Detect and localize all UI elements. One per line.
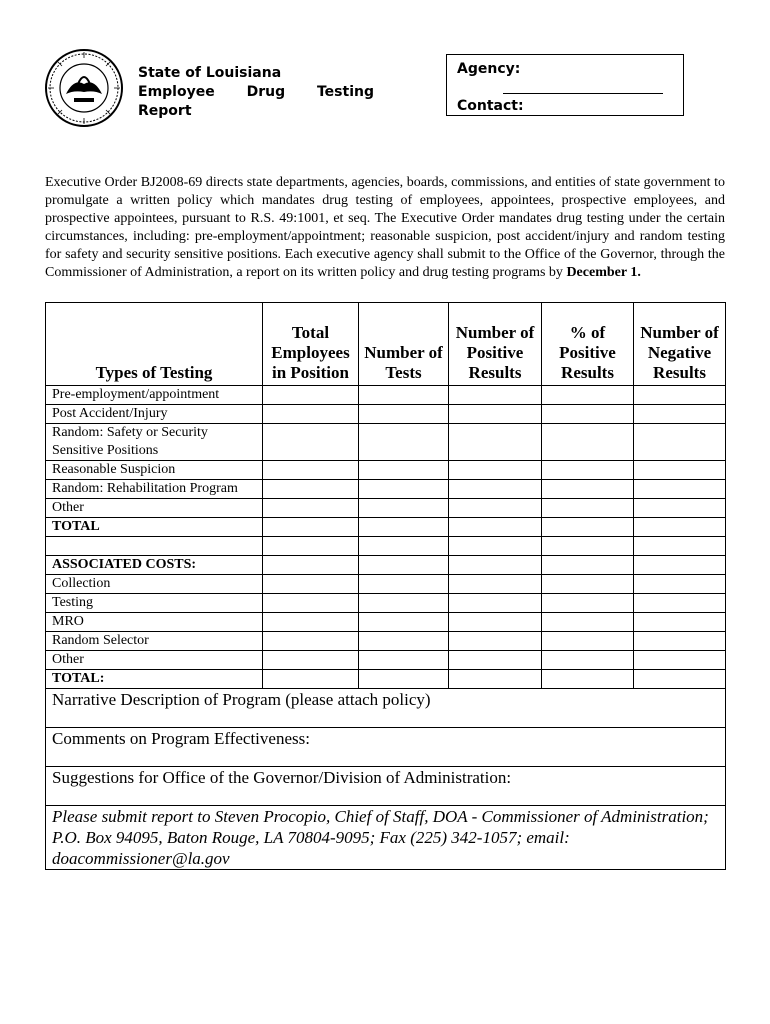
input-cell[interactable] bbox=[263, 556, 359, 575]
row-label: Reasonable Suspicion bbox=[46, 461, 263, 480]
input-cell[interactable] bbox=[449, 556, 542, 575]
table-row bbox=[46, 575, 726, 594]
input-cell[interactable] bbox=[359, 651, 449, 670]
row-label: Random: Rehabilitation Program bbox=[46, 480, 263, 499]
input-cell[interactable] bbox=[449, 613, 542, 632]
agency-contact-box bbox=[446, 54, 684, 116]
input-cell[interactable] bbox=[359, 537, 449, 556]
input-cell[interactable] bbox=[542, 424, 634, 461]
title-line-1: State of Louisiana bbox=[138, 65, 282, 81]
input-cell[interactable] bbox=[542, 386, 634, 405]
intro-paragraph bbox=[45, 174, 725, 282]
input-cell[interactable] bbox=[542, 537, 634, 556]
submit-note-text: Please submit report to Steven Procopio, Chief of Staff, DOA - Commissioner of Administration; P.O. Box 94095, Baton Rouge, LA 70804-9095; Fax (225) 342-1057; email: doacommissioner@la.gov bbox=[52, 807, 709, 868]
input-cell[interactable] bbox=[263, 480, 359, 499]
input-cell[interactable] bbox=[263, 424, 359, 461]
suggestions-field[interactable] bbox=[46, 767, 726, 806]
comments-field[interactable] bbox=[46, 728, 726, 767]
table-row bbox=[46, 499, 726, 518]
input-cell[interactable] bbox=[542, 594, 634, 613]
input-cell[interactable] bbox=[263, 405, 359, 424]
row-label: Collection bbox=[46, 575, 263, 594]
spacer-row bbox=[46, 537, 726, 556]
input-cell[interactable] bbox=[263, 386, 359, 405]
row-label: Random: Safety or Security Sensitive Positions bbox=[46, 424, 263, 461]
input-cell[interactable] bbox=[263, 518, 359, 537]
input-cell[interactable] bbox=[634, 632, 726, 651]
input-cell[interactable] bbox=[449, 386, 542, 405]
contact-label: Contact: bbox=[457, 98, 524, 114]
input-cell[interactable] bbox=[542, 405, 634, 424]
input-cell[interactable] bbox=[634, 424, 726, 461]
column-header: Types of Testing bbox=[46, 303, 263, 386]
input-cell[interactable] bbox=[359, 424, 449, 461]
input-cell[interactable] bbox=[542, 613, 634, 632]
input-cell[interactable] bbox=[359, 670, 449, 689]
input-cell[interactable] bbox=[542, 556, 634, 575]
input-cell[interactable] bbox=[542, 670, 634, 689]
input-cell[interactable] bbox=[634, 405, 726, 424]
input-cell[interactable] bbox=[634, 518, 726, 537]
input-cell[interactable] bbox=[263, 613, 359, 632]
title-line-2 bbox=[138, 83, 374, 102]
input-cell[interactable] bbox=[449, 594, 542, 613]
input-cell[interactable] bbox=[263, 461, 359, 480]
table-header-row bbox=[46, 303, 726, 386]
input-cell[interactable] bbox=[542, 480, 634, 499]
input-cell[interactable] bbox=[634, 461, 726, 480]
input-cell[interactable] bbox=[359, 480, 449, 499]
input-cell[interactable] bbox=[449, 651, 542, 670]
input-cell[interactable] bbox=[634, 651, 726, 670]
input-cell[interactable] bbox=[634, 575, 726, 594]
submit-note bbox=[46, 806, 726, 870]
costs-total-label: TOTAL: bbox=[46, 670, 263, 689]
input-cell[interactable] bbox=[359, 405, 449, 424]
input-cell[interactable] bbox=[359, 518, 449, 537]
input-cell[interactable] bbox=[359, 461, 449, 480]
input-cell[interactable] bbox=[634, 594, 726, 613]
input-cell[interactable] bbox=[263, 575, 359, 594]
input-cell[interactable] bbox=[449, 480, 542, 499]
column-header: Number of Tests bbox=[359, 303, 449, 386]
row-label: Other bbox=[46, 499, 263, 518]
table-row bbox=[46, 651, 726, 670]
column-header: Number of Positive Results bbox=[449, 303, 542, 386]
input-cell[interactable] bbox=[449, 670, 542, 689]
title-word: Testing bbox=[316, 84, 374, 100]
title-line-3: Report bbox=[138, 103, 192, 119]
submit-note-row bbox=[46, 806, 726, 870]
input-cell[interactable] bbox=[359, 575, 449, 594]
input-cell[interactable] bbox=[634, 480, 726, 499]
row-label: Random Selector bbox=[46, 632, 263, 651]
table-row bbox=[46, 613, 726, 632]
input-cell[interactable] bbox=[359, 613, 449, 632]
input-cell[interactable] bbox=[542, 461, 634, 480]
input-cell[interactable] bbox=[449, 518, 542, 537]
deadline-text: December 1. bbox=[566, 265, 641, 280]
input-cell[interactable] bbox=[449, 461, 542, 480]
input-cell[interactable] bbox=[263, 537, 359, 556]
input-cell[interactable] bbox=[263, 670, 359, 689]
row-label: Other bbox=[46, 651, 263, 670]
input-cell[interactable] bbox=[359, 632, 449, 651]
input-cell[interactable] bbox=[634, 499, 726, 518]
input-cell[interactable] bbox=[263, 499, 359, 518]
row-label: Pre-employment/appointment bbox=[46, 386, 263, 405]
column-header: % of Positive Results bbox=[542, 303, 634, 386]
agency-field[interactable] bbox=[503, 93, 663, 94]
input-cell[interactable] bbox=[634, 386, 726, 405]
drug-testing-table bbox=[45, 302, 726, 870]
row-label: Testing bbox=[46, 594, 263, 613]
column-header: Total Employees in Position bbox=[263, 303, 359, 386]
title-word: Employee bbox=[138, 84, 215, 100]
input-cell[interactable] bbox=[542, 651, 634, 670]
row-label: MRO bbox=[46, 613, 263, 632]
input-cell[interactable] bbox=[542, 575, 634, 594]
input-cell[interactable] bbox=[449, 499, 542, 518]
costs-label: ASSOCIATED COSTS: bbox=[46, 556, 263, 575]
input-cell[interactable] bbox=[634, 613, 726, 632]
input-cell[interactable] bbox=[359, 386, 449, 405]
suggestions-row bbox=[46, 767, 726, 806]
input-cell[interactable] bbox=[634, 537, 726, 556]
input-cell[interactable] bbox=[359, 499, 449, 518]
row-label: Post Accident/Injury bbox=[46, 405, 263, 424]
input-cell[interactable] bbox=[359, 556, 449, 575]
table-row bbox=[46, 424, 726, 461]
table-row bbox=[46, 594, 726, 613]
narrative-field[interactable] bbox=[46, 689, 726, 728]
input-cell[interactable] bbox=[542, 632, 634, 651]
title-word: Drug bbox=[246, 84, 286, 100]
column-header: Number of Negative Results bbox=[634, 303, 726, 386]
table-row bbox=[46, 461, 726, 480]
narrative-label: Narrative Description of Program (please attach policy) bbox=[52, 690, 431, 709]
blank-cell bbox=[46, 537, 263, 556]
state-seal-logo bbox=[44, 48, 124, 128]
input-cell[interactable] bbox=[263, 651, 359, 670]
input-cell[interactable] bbox=[449, 537, 542, 556]
input-cell[interactable] bbox=[263, 632, 359, 651]
intro-text: Executive Order BJ2008-69 directs state departments, agencies, boards, commissions, and entities of state government to promulgate a written policy which mandates drug testing of employees, appointees, prospective employees, and prospective appointees, pursuant to R.S. 49:1001, et seq. The Executive Order mandates drug testing under the certain circumstances, including: pre-employment/appointment; reasonable suspicion, post accident/injury and random testing for safety and security sensitive positions. Each executive agency shall submit to the Office of the Governor, through the Commissioner of Administration, a report on its written policy and drug testing programs by bbox=[45, 175, 725, 280]
form-title bbox=[138, 64, 374, 121]
total-row bbox=[46, 518, 726, 537]
suggestions-label: Suggestions for Office of the Governor/Division of Administration: bbox=[52, 768, 512, 787]
total-label: TOTAL bbox=[46, 518, 263, 537]
input-cell[interactable] bbox=[634, 670, 726, 689]
comments-label: Comments on Program Effectiveness: bbox=[52, 729, 310, 748]
table-row bbox=[46, 632, 726, 651]
input-cell[interactable] bbox=[449, 424, 542, 461]
table-row bbox=[46, 386, 726, 405]
input-cell[interactable] bbox=[542, 518, 634, 537]
input-cell[interactable] bbox=[359, 594, 449, 613]
table-row bbox=[46, 405, 726, 424]
costs-total-row bbox=[46, 670, 726, 689]
input-cell[interactable] bbox=[542, 499, 634, 518]
agency-label: Agency: bbox=[457, 61, 521, 77]
input-cell[interactable] bbox=[449, 632, 542, 651]
comments-row bbox=[46, 728, 726, 767]
input-cell[interactable] bbox=[634, 556, 726, 575]
narrative-row bbox=[46, 689, 726, 728]
table-row bbox=[46, 480, 726, 499]
input-cell[interactable] bbox=[263, 594, 359, 613]
costs-header-row bbox=[46, 556, 726, 575]
input-cell[interactable] bbox=[449, 405, 542, 424]
input-cell[interactable] bbox=[449, 575, 542, 594]
